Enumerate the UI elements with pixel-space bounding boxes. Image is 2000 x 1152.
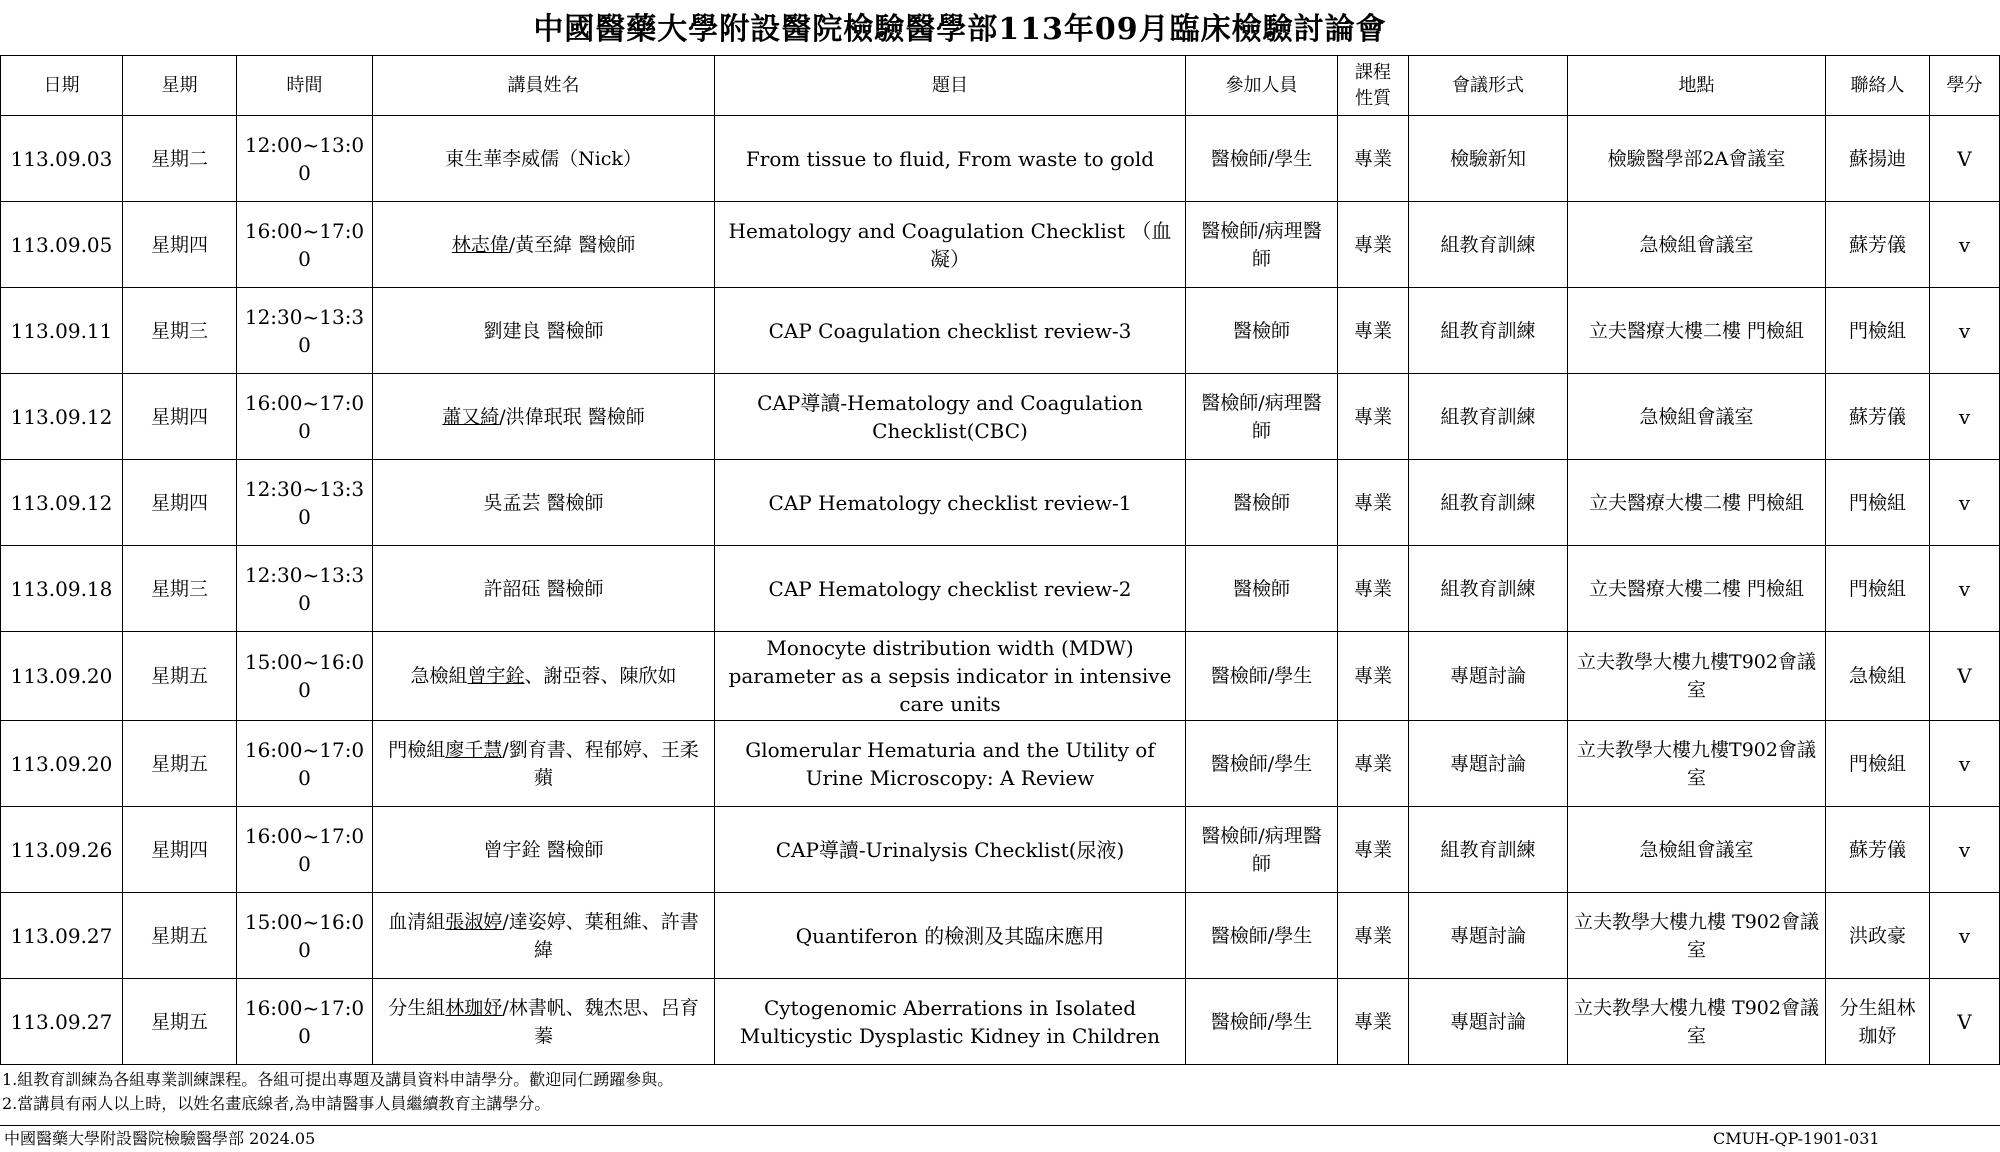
speaker-prefix: 急檢組 [410,665,468,687]
header-format: 會議形式 [1409,56,1568,116]
cell-topic: CAP Hematology checklist review-1 [715,460,1186,546]
cell-credit: V [1930,116,2000,202]
cell-location: 立夫教學大樓九樓 T902會議室 [1568,893,1826,979]
header-time: 時間 [237,56,373,116]
header-course-nature-line2: 性質 [1355,87,1391,109]
header-location: 地點 [1568,56,1826,116]
cell-time: 12:30~13:30 [237,460,373,546]
cell-attendees: 醫檢師/學生 [1186,116,1338,202]
cell-weekday: 星期四 [123,807,237,893]
cell-topic: Hematology and Coagulation Checklist （血凝） [715,202,1186,288]
cell-format: 組教育訓練 [1409,288,1568,374]
cell-format: 組教育訓練 [1409,807,1568,893]
cell-attendees: 醫檢師/病理醫師 [1186,202,1338,288]
speaker-underlined: 廖千慧 [445,738,503,761]
header-date: 日期 [1,56,123,116]
cell-time: 16:00~17:00 [237,979,373,1065]
table-row [1,374,2000,460]
table-row [1,116,2000,202]
cell-topic: CAP Coagulation checklist review-3 [715,288,1186,374]
header-course-nature [1338,56,1409,116]
notes [2,1068,673,1116]
speaker-rest: /黃至緯 醫檢師 [508,233,636,256]
cell-weekday: 星期五 [123,979,237,1065]
table-row [1,632,2000,721]
cell-time: 12:00~13:00 [237,116,373,202]
cell-credit: V [1930,632,2000,721]
cell-course-nature: 專業 [1338,288,1409,374]
speaker-rest: /洪偉珉珉 醫檢師 [499,405,645,428]
cell-format: 專題討論 [1409,632,1568,721]
speaker-rest: 吳孟芸 醫檢師 [483,491,604,514]
table-header-row [1,56,2000,116]
cell-speaker [373,893,715,979]
cell-date: 113.09.20 [1,632,123,721]
cell-credit: V [1930,979,2000,1065]
cell-time: 15:00~16:00 [237,632,373,721]
cell-topic: Monocyte distribution width (MDW) parameter as a sepsis indicator in intensive care units [715,632,1186,721]
cell-format: 檢驗新知 [1409,116,1568,202]
cell-weekday: 星期五 [123,721,237,807]
cell-attendees: 醫檢師 [1186,288,1338,374]
cell-format: 專題討論 [1409,893,1568,979]
cell-location: 立夫教學大樓九樓T902會議室 [1568,721,1826,807]
cell-speaker [373,807,715,893]
cell-topic: CAP Hematology checklist review-2 [715,546,1186,632]
speaker-prefix: 門檢組 [388,738,446,761]
cell-contact: 急檢組 [1826,632,1930,721]
speaker-rest: 、謝亞蓉、陳欣如 [524,665,677,687]
cell-weekday: 星期三 [123,288,237,374]
cell-time: 15:00~16:00 [237,893,373,979]
cell-contact: 蘇芳儀 [1826,374,1930,460]
speaker-prefix: 血清組 [388,910,446,933]
table-row [1,893,2000,979]
cell-credit: v [1930,460,2000,546]
cell-date: 113.09.20 [1,721,123,807]
cell-credit: v [1930,202,2000,288]
cell-format: 專題討論 [1409,979,1568,1065]
speaker-underlined: 林志偉 [451,233,509,256]
cell-weekday: 星期五 [123,893,237,979]
table-row [1,288,2000,374]
cell-course-nature: 專業 [1338,979,1409,1065]
cell-weekday: 星期四 [123,374,237,460]
cell-contact: 門檢組 [1826,288,1930,374]
cell-speaker [373,202,715,288]
speaker-rest: /達姿婷、葉租維、許書緯 [502,910,699,961]
header-contact: 聯絡人 [1826,56,1930,116]
cell-speaker [373,546,715,632]
cell-course-nature: 專業 [1338,460,1409,546]
cell-topic: Quantiferon 的檢測及其臨床應用 [715,893,1186,979]
cell-weekday: 星期五 [123,632,237,721]
cell-location: 立夫醫療大樓二樓 門檢組 [1568,460,1826,546]
cell-speaker [373,979,715,1065]
cell-time: 12:30~13:30 [237,288,373,374]
cell-credit: v [1930,893,2000,979]
cell-topic: CAP導讀-Hematology and Coagulation Checklist(CBC) [715,374,1186,460]
header-topic: 題目 [715,56,1186,116]
speaker-underlined: 曾宇銓 [467,665,525,687]
cell-time: 16:00~17:00 [237,202,373,288]
cell-contact: 門檢組 [1826,546,1930,632]
speaker-rest: /劉育書、程郁婷、王柔蘋 [502,738,699,789]
cell-weekday: 星期四 [123,460,237,546]
cell-speaker [373,460,715,546]
cell-format: 組教育訓練 [1409,546,1568,632]
cell-course-nature: 專業 [1338,116,1409,202]
cell-time: 12:30~13:30 [237,546,373,632]
footer-department: 中國醫藥大學附設醫院檢驗醫學部 2024.05 [4,1129,316,1148]
cell-location: 急檢組會議室 [1568,807,1826,893]
cell-topic: Glomerular Hematuria and the Utility of Urine Microscopy: A Review [715,721,1186,807]
cell-date: 113.09.12 [1,374,123,460]
cell-topic: Cytogenomic Aberrations in Isolated Multicystic Dysplastic Kidney in Children [715,979,1186,1065]
note-2: 2.當講員有兩人以上時，以姓名畫底線者,為申請醫事人員繼續教育主講學分。 [2,1094,551,1113]
speaker-rest: 許韶砡 醫檢師 [483,577,604,600]
speaker-underlined: 林珈妤 [445,996,503,1019]
header-attendees: 參加人員 [1186,56,1338,116]
cell-date: 113.09.11 [1,288,123,374]
schedule-table [0,55,2000,1065]
cell-format: 組教育訓練 [1409,202,1568,288]
cell-contact: 蘇揚迪 [1826,116,1930,202]
note-1: 1.組教育訓練為各組專業訓練課程。各組可提出專題及講員資料申請學分。歡迎同仁踴躍參與。 [2,1070,674,1089]
cell-speaker [373,721,715,807]
cell-weekday: 星期四 [123,202,237,288]
speaker-rest: 劉建良 醫檢師 [483,319,604,342]
cell-date: 113.09.12 [1,460,123,546]
cell-date: 113.09.27 [1,893,123,979]
cell-attendees: 醫檢師 [1186,546,1338,632]
table-row [1,546,2000,632]
header-course-nature-line1: 課程 [1355,61,1391,83]
cell-credit: v [1930,374,2000,460]
cell-time: 16:00~17:00 [237,807,373,893]
cell-date: 113.09.26 [1,807,123,893]
speaker-underlined: 張淑婷 [445,910,503,933]
cell-credit: v [1930,546,2000,632]
table-row [1,807,2000,893]
speaker-rest: 東生華李威儒（Nick） [445,147,642,170]
cell-contact: 蘇芳儀 [1826,202,1930,288]
cell-course-nature: 專業 [1338,893,1409,979]
cell-credit: v [1930,721,2000,807]
cell-speaker [373,632,715,721]
cell-attendees: 醫檢師/病理醫師 [1186,374,1338,460]
cell-attendees: 醫檢師/學生 [1186,893,1338,979]
speaker-prefix: 分生組 [388,996,446,1019]
cell-date: 113.09.18 [1,546,123,632]
footer-form-code: CMUH-QP-1901-031 [1713,1129,1880,1148]
cell-location: 立夫醫療大樓二樓 門檢組 [1568,288,1826,374]
cell-contact: 洪政豪 [1826,893,1930,979]
cell-course-nature: 專業 [1338,632,1409,721]
speaker-rest: /林書帆、魏杰思、呂育蓁 [502,996,699,1047]
cell-attendees: 醫檢師/學生 [1186,721,1338,807]
cell-speaker [373,288,715,374]
cell-course-nature: 專業 [1338,374,1409,460]
speaker-underlined: 蕭又綺 [442,405,500,428]
cell-time: 16:00~17:00 [237,721,373,807]
cell-course-nature: 專業 [1338,202,1409,288]
header-weekday: 星期 [123,56,237,116]
cell-weekday: 星期三 [123,546,237,632]
cell-contact: 蘇芳儀 [1826,807,1930,893]
cell-speaker [373,374,715,460]
cell-location: 立夫醫療大樓二樓 門檢組 [1568,546,1826,632]
page-title: 中國醫藥大學附設醫院檢驗醫學部113年09月臨床檢驗討論會 [533,12,1387,47]
cell-format: 組教育訓練 [1409,374,1568,460]
cell-location: 急檢組會議室 [1568,202,1826,288]
table-row [1,460,2000,546]
cell-date: 113.09.03 [1,116,123,202]
cell-contact: 門檢組 [1826,460,1930,546]
speaker-rest: 曾宇銓 醫檢師 [483,838,604,861]
cell-location: 立夫教學大樓九樓 T902會議室 [1568,979,1826,1065]
cell-attendees: 醫檢師/病理醫師 [1186,807,1338,893]
cell-contact: 分生組林珈妤 [1826,979,1930,1065]
cell-location: 立夫教學大樓九樓T902會議室 [1568,632,1826,721]
footer-divider [0,1125,2000,1126]
cell-attendees: 醫檢師 [1186,460,1338,546]
header-speaker: 講員姓名 [373,56,715,116]
cell-credit: v [1930,288,2000,374]
cell-location: 檢驗醫學部2A會議室 [1568,116,1826,202]
table-row [1,721,2000,807]
cell-attendees: 醫檢師/學生 [1186,632,1338,721]
cell-attendees: 醫檢師/學生 [1186,979,1338,1065]
cell-date: 113.09.27 [1,979,123,1065]
cell-contact: 門檢組 [1826,721,1930,807]
cell-topic: From tissue to fluid, From waste to gold [715,116,1186,202]
table-body [1,116,2000,1065]
table-row [1,979,2000,1065]
table-row [1,202,2000,288]
cell-date: 113.09.05 [1,202,123,288]
cell-topic: CAP導讀-Urinalysis Checklist(尿液) [715,807,1186,893]
cell-location: 急檢組會議室 [1568,374,1826,460]
cell-course-nature: 專業 [1338,721,1409,807]
header-credit: 學分 [1930,56,2000,116]
cell-credit: v [1930,807,2000,893]
cell-format: 專題討論 [1409,721,1568,807]
cell-course-nature: 專業 [1338,546,1409,632]
cell-weekday: 星期二 [123,116,237,202]
cell-course-nature: 專業 [1338,807,1409,893]
cell-speaker [373,116,715,202]
cell-time: 16:00~17:00 [237,374,373,460]
cell-format: 組教育訓練 [1409,460,1568,546]
